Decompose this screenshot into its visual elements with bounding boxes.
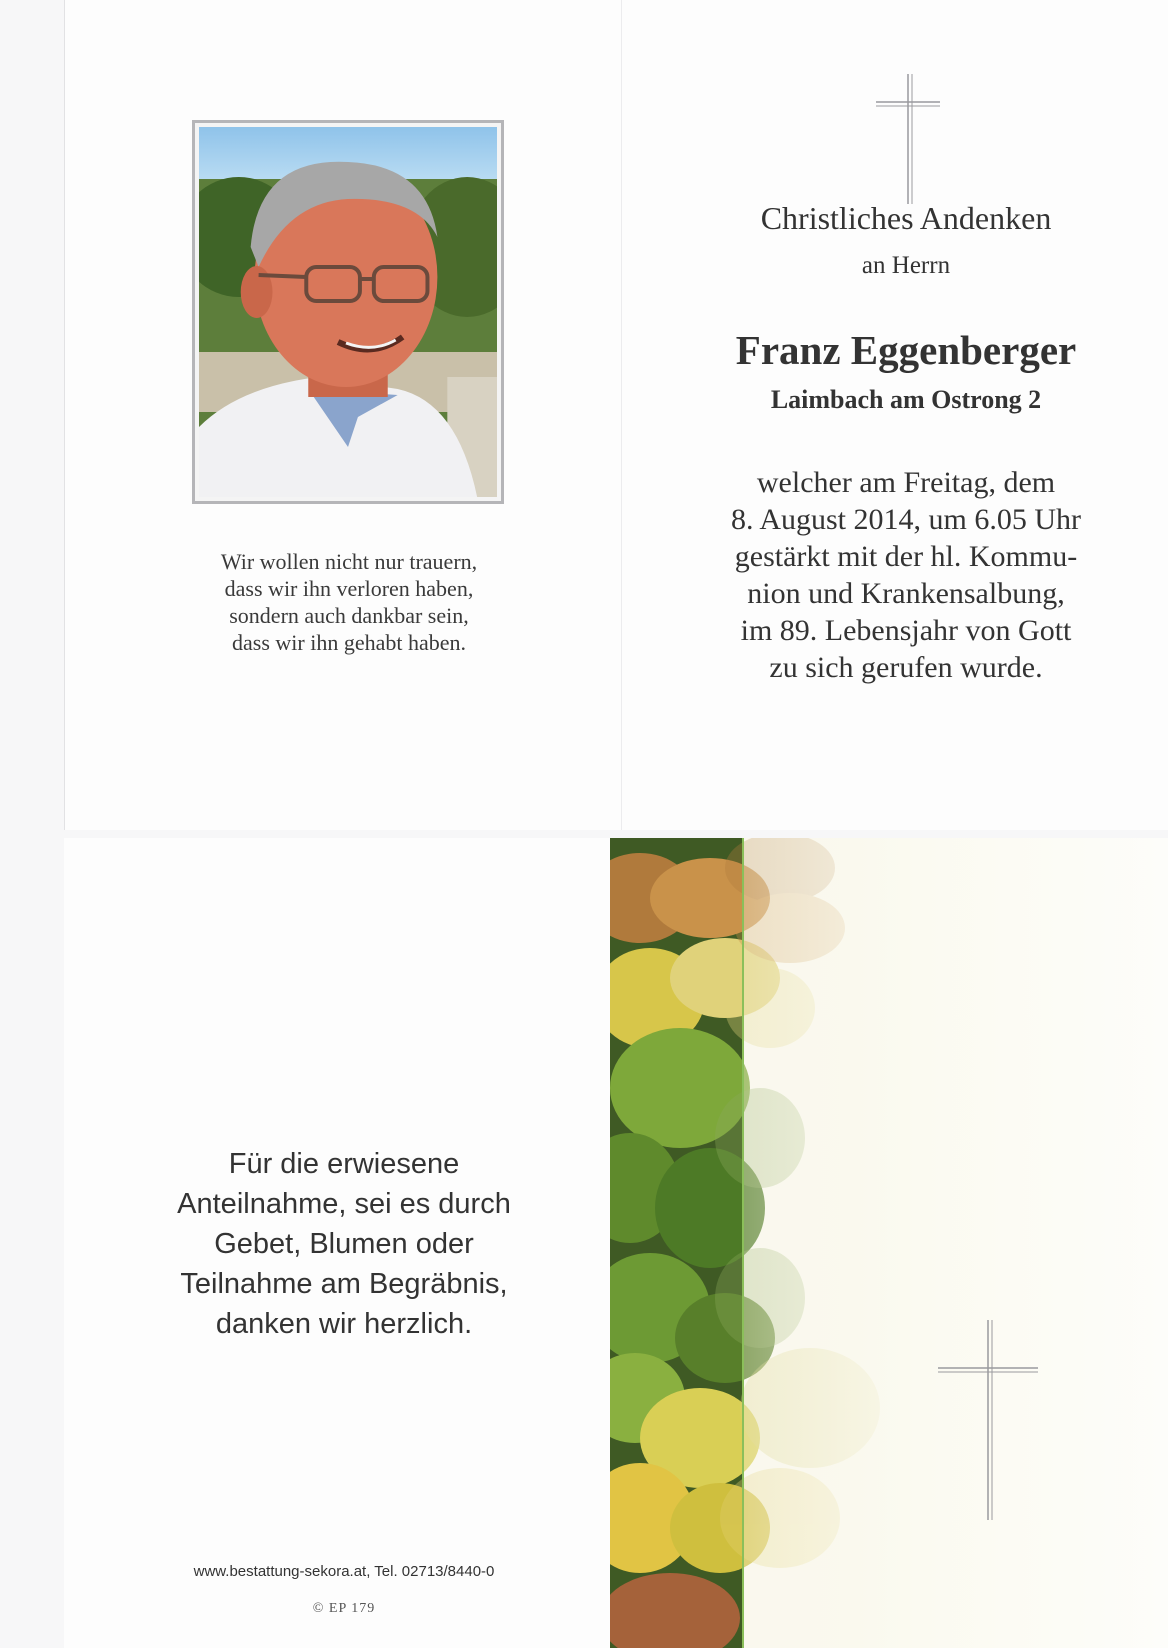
- funeral-home-contact: www.bestattung-sekora.at, Tel. 02713/8440-0: [193, 1563, 495, 1580]
- fold-line: [621, 0, 622, 830]
- deceased-name: Franz Eggenberger: [735, 327, 1077, 373]
- thanks-line: Für die erwiesene: [228, 1148, 460, 1180]
- cross-icon: [868, 74, 948, 204]
- notice-line: gestärkt mit der hl. Kommu-: [734, 540, 1078, 573]
- autumn-leaves-image: [610, 838, 1168, 1648]
- quote-line: dass wir ihn gehabt haben.: [232, 630, 466, 655]
- deceased-address: Laimbach am Ostrong 2: [770, 385, 1042, 414]
- quote-line: Wir wollen nicht nur trauern,: [220, 549, 478, 574]
- thanks-line: Anteilnahme, sei es durch: [177, 1188, 511, 1220]
- thanks-line: Teilnahme am Begräbnis,: [180, 1268, 508, 1300]
- salutation: an Herrn: [861, 252, 951, 279]
- quote-line: dass wir ihn verloren haben,: [224, 576, 474, 601]
- notice-line: im 89. Lebensjahr von Gott: [740, 614, 1072, 647]
- portrait-frame: [192, 120, 504, 504]
- card-heading: Christliches Andenken: [760, 200, 1052, 236]
- thanks-line: Gebet, Blumen oder: [214, 1228, 474, 1260]
- death-notice: [696, 464, 1116, 686]
- thanks-line: danken wir herzlich.: [215, 1308, 473, 1340]
- notice-line: 8. August 2014, um 6.05 Uhr: [730, 503, 1081, 536]
- product-code: © EP 179: [312, 1601, 376, 1616]
- notice-line: welcher am Freitag, dem: [756, 466, 1056, 499]
- memorial-quote: [164, 548, 534, 656]
- cross-icon: [938, 1320, 1038, 1520]
- notice-line: nion und Krankensalbung,: [747, 577, 1065, 610]
- notice-line: zu sich gerufen wurde.: [769, 651, 1043, 684]
- quote-line: sondern auch dankbar sein,: [229, 603, 469, 628]
- thanks-message: [134, 1144, 554, 1344]
- portrait-photo: [199, 127, 497, 497]
